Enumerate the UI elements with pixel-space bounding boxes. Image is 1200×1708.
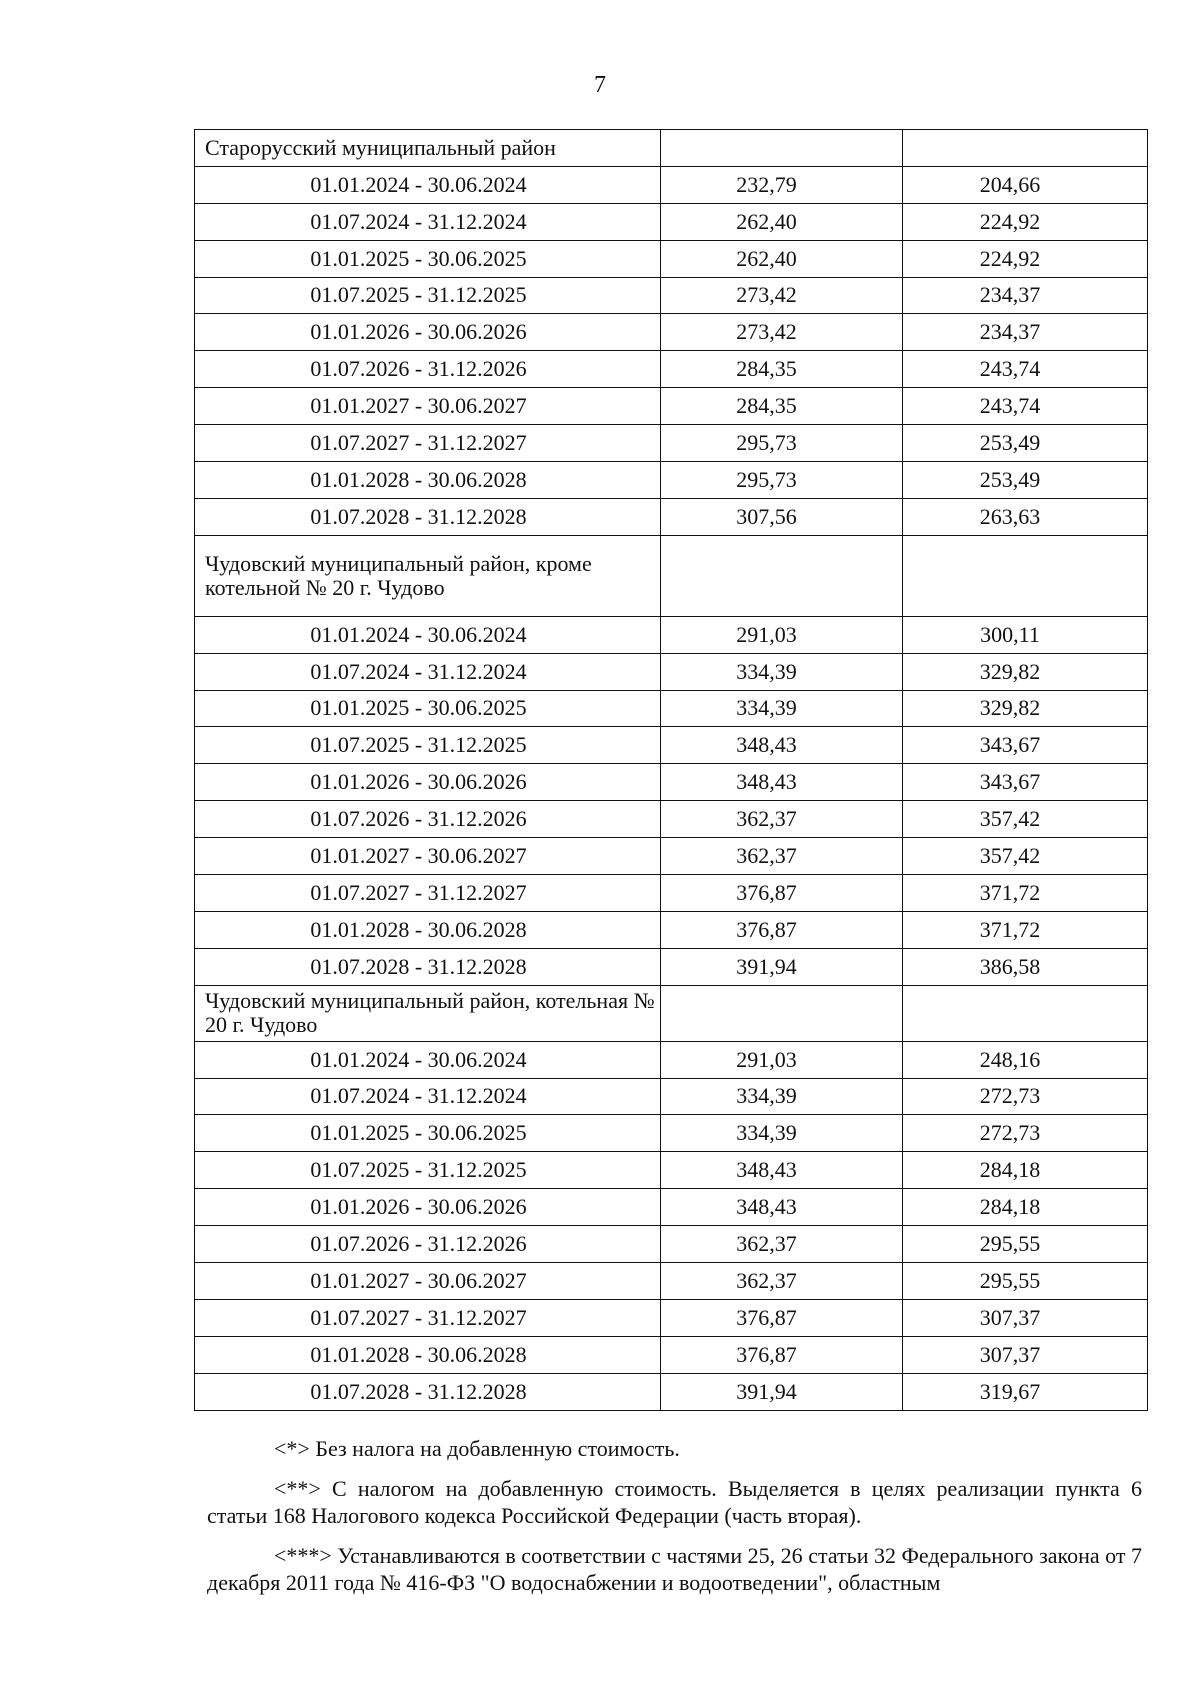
tariff-value-2: 224,92 xyxy=(903,203,1148,240)
table-row xyxy=(195,1152,1148,1189)
tariff-value-1: 295,73 xyxy=(661,425,903,462)
tariff-value-2: 295,55 xyxy=(903,1263,1148,1300)
tariff-value-1: 376,87 xyxy=(661,1336,903,1373)
page-number: 7 xyxy=(594,72,606,98)
tariff-value-2: 248,16 xyxy=(903,1041,1148,1078)
tariff-value-2: 243,74 xyxy=(903,388,1148,425)
tariff-value-2: 272,73 xyxy=(903,1078,1148,1115)
period-cell: 01.01.2025 - 30.06.2025 xyxy=(195,690,661,727)
tariff-value-1: 362,37 xyxy=(661,1263,903,1300)
tariff-value-2: 234,37 xyxy=(903,277,1148,314)
section-title: Чудовский муниципальный район, кроме котельной № 20 г. Чудово xyxy=(195,535,661,616)
table-row xyxy=(195,616,1148,653)
empty-cell xyxy=(903,985,1148,1041)
table-row xyxy=(195,838,1148,875)
period-cell: 01.07.2025 - 31.12.2025 xyxy=(195,727,661,764)
period-cell: 01.01.2024 - 30.06.2024 xyxy=(195,1041,661,1078)
table-row xyxy=(195,166,1148,203)
table-row xyxy=(195,1189,1148,1226)
period-cell: 01.01.2028 - 30.06.2028 xyxy=(195,911,661,948)
tariff-value-2: 319,67 xyxy=(903,1373,1148,1410)
period-cell: 01.01.2026 - 30.06.2026 xyxy=(195,764,661,801)
tariff-value-1: 334,39 xyxy=(661,690,903,727)
tariff-value-2: 284,18 xyxy=(903,1152,1148,1189)
tariff-value-1: 273,42 xyxy=(661,277,903,314)
tariff-value-1: 348,43 xyxy=(661,1189,903,1226)
tariff-value-2: 295,55 xyxy=(903,1226,1148,1263)
table-row xyxy=(195,875,1148,912)
section-header-row xyxy=(195,535,1148,616)
tariff-value-1: 334,39 xyxy=(661,1115,903,1152)
table-row xyxy=(195,1115,1148,1152)
table-row xyxy=(195,911,1148,948)
period-cell: 01.07.2024 - 31.12.2024 xyxy=(195,653,661,690)
tariff-value-2: 300,11 xyxy=(903,616,1148,653)
tariff-value-2: 307,37 xyxy=(903,1299,1148,1336)
period-cell: 01.07.2028 - 31.12.2028 xyxy=(195,948,661,985)
tariff-value-1: 334,39 xyxy=(661,653,903,690)
period-cell: 01.07.2026 - 31.12.2026 xyxy=(195,801,661,838)
tariff-value-2: 329,82 xyxy=(903,653,1148,690)
table-row xyxy=(195,203,1148,240)
table-row xyxy=(195,764,1148,801)
tariff-value-2: 284,18 xyxy=(903,1189,1148,1226)
tariff-value-1: 295,73 xyxy=(661,462,903,499)
period-cell: 01.01.2026 - 30.06.2026 xyxy=(195,314,661,351)
tariff-value-1: 362,37 xyxy=(661,801,903,838)
period-cell: 01.01.2028 - 30.06.2028 xyxy=(195,462,661,499)
period-cell: 01.01.2025 - 30.06.2025 xyxy=(195,1115,661,1152)
tariff-value-1: 307,56 xyxy=(661,498,903,535)
tariff-value-1: 262,40 xyxy=(661,203,903,240)
period-cell: 01.01.2027 - 30.06.2027 xyxy=(195,838,661,875)
tariff-value-1: 376,87 xyxy=(661,1299,903,1336)
tariff-value-2: 386,58 xyxy=(903,948,1148,985)
period-cell: 01.07.2024 - 31.12.2024 xyxy=(195,203,661,240)
table-row xyxy=(195,498,1148,535)
period-cell: 01.07.2026 - 31.12.2026 xyxy=(195,351,661,388)
tariff-value-1: 284,35 xyxy=(661,388,903,425)
tariff-value-1: 284,35 xyxy=(661,351,903,388)
period-cell: 01.01.2024 - 30.06.2024 xyxy=(195,616,661,653)
section-header-row xyxy=(195,985,1148,1041)
period-cell: 01.01.2027 - 30.06.2027 xyxy=(195,388,661,425)
period-cell: 01.07.2026 - 31.12.2026 xyxy=(195,1226,661,1263)
period-cell: 01.07.2028 - 31.12.2028 xyxy=(195,498,661,535)
tariff-value-1: 334,39 xyxy=(661,1078,903,1115)
tariff-value-1: 291,03 xyxy=(661,616,903,653)
tariff-table xyxy=(194,129,1148,1411)
table-row xyxy=(195,1336,1148,1373)
tariff-value-1: 391,94 xyxy=(661,1373,903,1410)
table-row xyxy=(195,690,1148,727)
empty-cell xyxy=(661,535,903,616)
section-title: Старорусский муниципальный район xyxy=(195,130,661,167)
empty-cell xyxy=(903,130,1148,167)
tariff-value-2: 357,42 xyxy=(903,801,1148,838)
tariff-value-1: 362,37 xyxy=(661,1226,903,1263)
tariff-value-1: 291,03 xyxy=(661,1041,903,1078)
table-row xyxy=(195,240,1148,277)
period-cell: 01.07.2028 - 31.12.2028 xyxy=(195,1373,661,1410)
table-row xyxy=(195,653,1148,690)
period-cell: 01.01.2024 - 30.06.2024 xyxy=(195,166,661,203)
tariff-value-2: 343,67 xyxy=(903,727,1148,764)
tariff-value-2: 272,73 xyxy=(903,1115,1148,1152)
table-row xyxy=(195,277,1148,314)
empty-cell xyxy=(661,985,903,1041)
period-cell: 01.01.2025 - 30.06.2025 xyxy=(195,240,661,277)
period-cell: 01.07.2027 - 31.12.2027 xyxy=(195,425,661,462)
footnote-vat-included: <**> С налогом на добавленную стоимость. Выделяется в целях реализации пункта 6 статьи 168 Налогового кодекса Российской Федерации (часть вторая). xyxy=(207,1475,1142,1528)
period-cell: 01.07.2027 - 31.12.2027 xyxy=(195,1299,661,1336)
tariff-value-2: 234,37 xyxy=(903,314,1148,351)
tariff-value-1: 362,37 xyxy=(661,838,903,875)
footnote-law-reference: <***> Устанавливаются в соответствии с частями 25, 26 статьи 32 Федерального закона от 7 декабря 2011 года № 416-ФЗ "О водоснабжении и водоотведении", областным xyxy=(207,1542,1142,1595)
table-row xyxy=(195,351,1148,388)
section-title: Чудовский муниципальный район, котельная № 20 г. Чудово xyxy=(195,985,661,1041)
table-row xyxy=(195,388,1148,425)
table-row xyxy=(195,948,1148,985)
tariff-table-body xyxy=(195,130,1148,1411)
tariff-value-1: 376,87 xyxy=(661,911,903,948)
tariff-value-2: 343,67 xyxy=(903,764,1148,801)
footnote-vat-excluded: <*> Без налога на добавленную стоимость. xyxy=(274,1436,680,1461)
table-row xyxy=(195,1299,1148,1336)
tariff-value-1: 391,94 xyxy=(661,948,903,985)
period-cell: 01.01.2028 - 30.06.2028 xyxy=(195,1336,661,1373)
tariff-value-1: 273,42 xyxy=(661,314,903,351)
table-row xyxy=(195,727,1148,764)
table-row xyxy=(195,425,1148,462)
tariff-value-1: 262,40 xyxy=(661,240,903,277)
tariff-value-2: 263,63 xyxy=(903,498,1148,535)
tariff-value-2: 253,49 xyxy=(903,425,1148,462)
tariff-value-2: 307,37 xyxy=(903,1336,1148,1373)
tariff-value-1: 232,79 xyxy=(661,166,903,203)
empty-cell xyxy=(661,130,903,167)
empty-cell xyxy=(903,535,1148,616)
table-row xyxy=(195,1263,1148,1300)
period-cell: 01.07.2027 - 31.12.2027 xyxy=(195,875,661,912)
table-row xyxy=(195,1373,1148,1410)
table-row xyxy=(195,1226,1148,1263)
tariff-value-2: 204,66 xyxy=(903,166,1148,203)
period-cell: 01.07.2025 - 31.12.2025 xyxy=(195,277,661,314)
table-row xyxy=(195,1078,1148,1115)
table-row xyxy=(195,1041,1148,1078)
tariff-value-2: 243,74 xyxy=(903,351,1148,388)
tariff-value-1: 376,87 xyxy=(661,875,903,912)
tariff-value-1: 348,43 xyxy=(661,764,903,801)
tariff-value-2: 357,42 xyxy=(903,838,1148,875)
period-cell: 01.07.2024 - 31.12.2024 xyxy=(195,1078,661,1115)
table-row xyxy=(195,462,1148,499)
tariff-value-2: 371,72 xyxy=(903,911,1148,948)
tariff-value-2: 224,92 xyxy=(903,240,1148,277)
table-row xyxy=(195,801,1148,838)
tariff-value-1: 348,43 xyxy=(661,727,903,764)
tariff-value-2: 329,82 xyxy=(903,690,1148,727)
tariff-value-2: 253,49 xyxy=(903,462,1148,499)
period-cell: 01.01.2026 - 30.06.2026 xyxy=(195,1189,661,1226)
tariff-value-1: 348,43 xyxy=(661,1152,903,1189)
tariff-value-2: 371,72 xyxy=(903,875,1148,912)
period-cell: 01.01.2027 - 30.06.2027 xyxy=(195,1263,661,1300)
table-row xyxy=(195,314,1148,351)
section-header-row xyxy=(195,130,1148,167)
footnotes xyxy=(207,1435,1142,1609)
period-cell: 01.07.2025 - 31.12.2025 xyxy=(195,1152,661,1189)
